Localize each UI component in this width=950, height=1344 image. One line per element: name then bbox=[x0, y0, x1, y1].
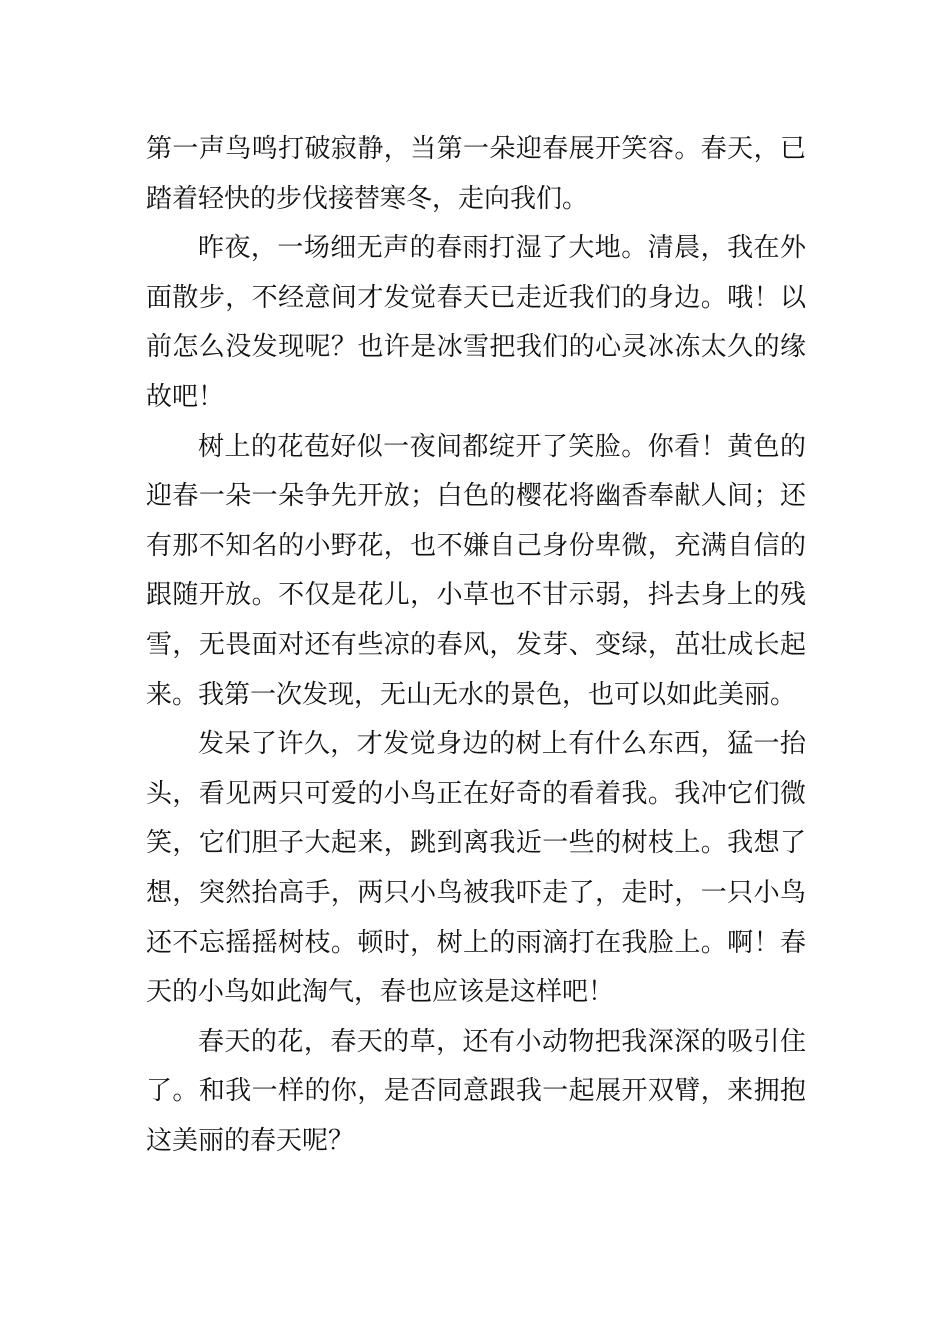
paragraph-1: 第一声鸟鸣打破寂静，当第一朵迎春展开笑容。春天，已踏着轻快的步伐接替寒冬，走向我们。 bbox=[146, 134, 806, 214]
paragraph-5: 春天的花，春天的草，还有小动物把我深深的吸引住了。和我一样的你，是否同意跟我一起展开双臂，来拥抱这美丽的春天呢？ bbox=[146, 1026, 806, 1156]
document-body bbox=[146, 125, 806, 1166]
paragraph-2: 昨夜，一场细无声的春雨打湿了大地。清晨，我在外面散步，不经意间才发觉春天已走近我们的身边。哦！以前怎么没发现呢？也许是冰雪把我们的心灵冰冻太久的缘故吧！ bbox=[146, 233, 806, 412]
paragraph-3: 树上的花苞好似一夜间都绽开了笑脸。你看！黄色的迎春一朵一朵争先开放；白色的樱花将幽香奉献人间；还有那不知名的小野花，也不嫌自己身份卑微，充满自信的跟随开放。不仅是花儿，小草也不甘示弱，抖去身上的残雪，无畏面对还有些凉的春风，发芽、变绿，茁壮成长起来。我第一次发现，无山无水的景色，也可以如此美丽。 bbox=[146, 431, 806, 710]
paragraph-4: 发呆了许久，才发觉身边的树上有什么东西，猛一抬头，看见两只可爱的小鸟正在好奇的看着我。我冲它们微笑，它们胆子大起来，跳到离我近一些的树枝上。我想了想，突然抬高手，两只小鸟被我吓走了，走时，一只小鸟还不忘摇摇树枝。顿时，树上的雨滴打在我脸上。啊！春天的小鸟如此淘气，春也应该是这样吧！ bbox=[146, 729, 806, 1008]
